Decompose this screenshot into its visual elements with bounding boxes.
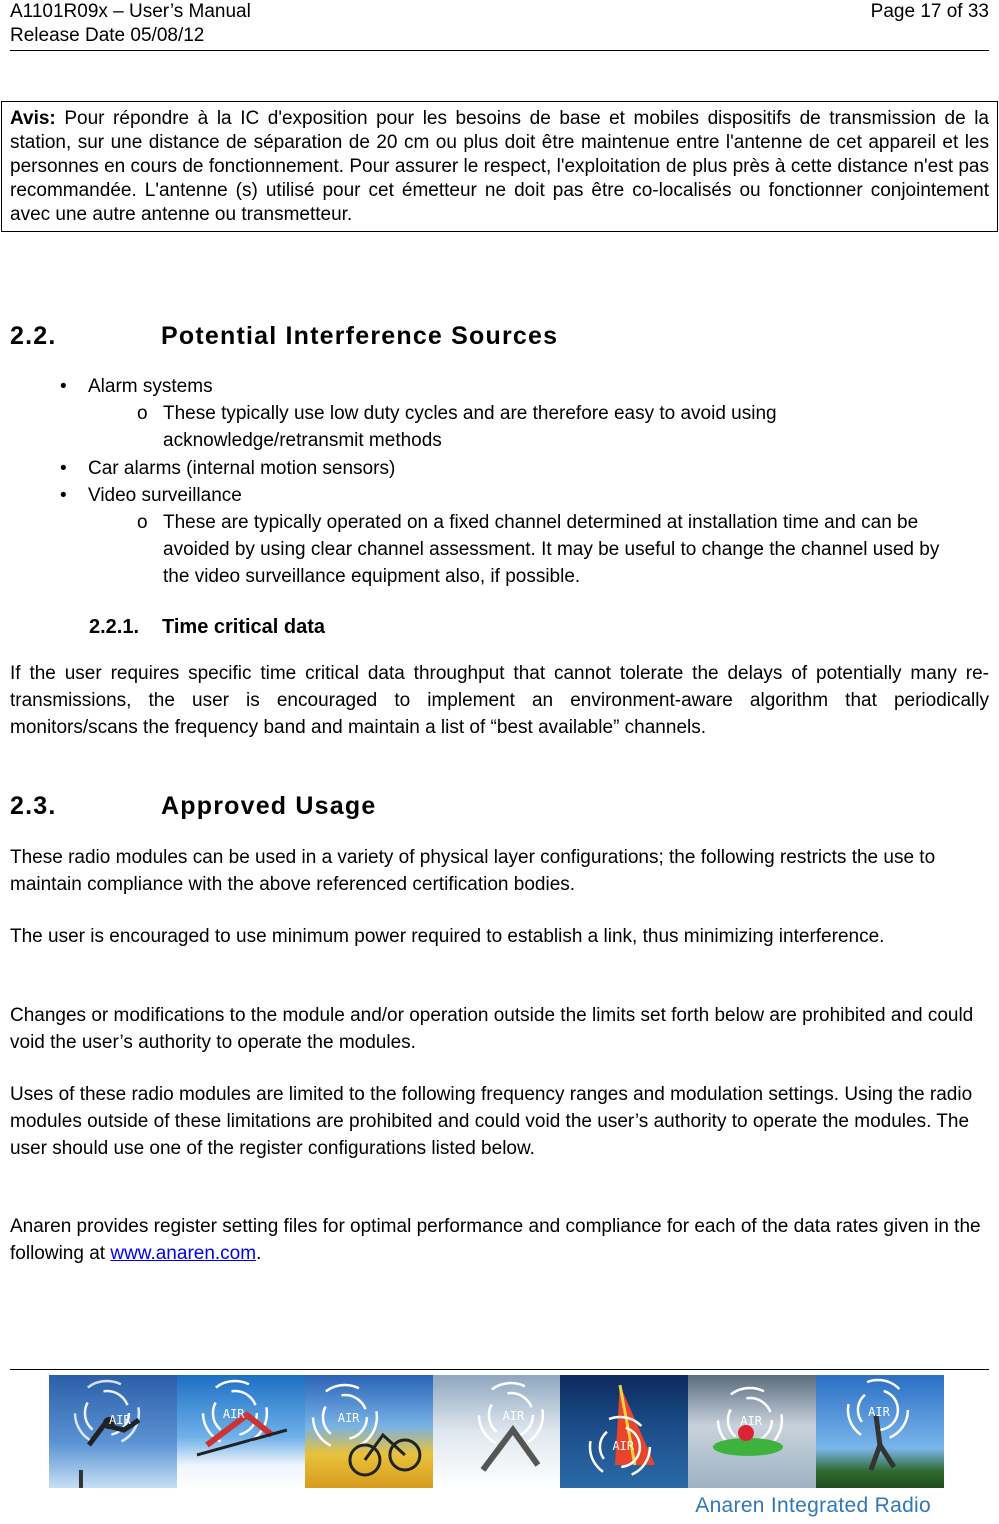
page-number: Page 17 of 33 — [870, 1, 989, 22]
section-title: Approved Usage — [161, 792, 377, 820]
approved-usage-paragraph — [10, 1213, 989, 1267]
approved-usage-paragraph: These radio modules can be used in a variety of physical layer configurations; the following restricts the use to maintain compliance with the above referenced certification bodies. — [10, 847, 936, 895]
paragraph-text: Anaren provides register setting files for optimal performance and compliance for each of the data rates given in the following at — [10, 1216, 981, 1264]
section-title: Potential Interference Sources — [161, 322, 559, 350]
header-divider — [10, 50, 989, 51]
list-item-text: Alarm systems — [88, 376, 213, 397]
section-title: Time critical data — [162, 616, 326, 638]
cyclist-photo — [305, 1375, 433, 1488]
list-item-text: Video surveillance — [88, 485, 242, 506]
skydiver-photo — [49, 1375, 177, 1488]
list-subitem — [137, 509, 977, 590]
sub-bullet-icon: o — [137, 403, 148, 424]
section-number: 2.3. — [10, 792, 57, 820]
bullet-icon: • — [60, 376, 67, 397]
list-subitem — [137, 400, 937, 454]
list-item-text: These are typically operated on a fixed channel determined at installation time and can be avoided by using clear channel assessment. It may be useful to change the channel used by the video surveillance equipment also, if possible. — [163, 512, 940, 587]
air-signal-icon — [49, 1375, 177, 1488]
air-signal-icon — [433, 1375, 561, 1488]
air-label: AIR — [868, 1405, 890, 1419]
air-label: AIR — [222, 1407, 245, 1421]
avis-text: Pour répondre à la IC d'exposition pour les besoins de base et mobiles dispositifs de transmission de la station, sur une distance de séparation de 20 cm ou plus doit être maintenue entre l'antenne de cet appareil et les personnes en cours de fonctionnement. Pour assurer le respect, l'exploitation de plus près à cette distance n'est pas recommandée. L'antenne (s) utilisé pour cet émetteur ne doit pas être co-localisés ou fonctionner conjointement avec une autre antenne ou transmetteur. — [10, 108, 989, 225]
air-label: AIR — [109, 1413, 131, 1427]
list-item-text: Car alarms (internal motion sensors) — [88, 458, 396, 479]
bullet-icon: • — [60, 458, 67, 479]
bullet-icon: • — [60, 485, 67, 506]
skater-photo — [816, 1375, 944, 1488]
section-number: 2.2.1. — [89, 616, 140, 638]
footer-divider — [10, 1369, 989, 1370]
air-signal-icon — [305, 1375, 433, 1488]
kayaker-photo — [688, 1375, 816, 1488]
section-2-3-heading — [10, 792, 376, 821]
anaren-website-link[interactable]: www.anaren.com — [110, 1243, 257, 1264]
air-signal-icon — [688, 1375, 816, 1488]
air-signal-icon — [816, 1375, 944, 1488]
release-date: Release Date 05/08/12 — [10, 25, 205, 46]
air-label: AIR — [740, 1414, 762, 1428]
skier-photo — [177, 1375, 305, 1488]
air-signal-icon — [177, 1375, 305, 1488]
approved-usage-paragraph: Changes or modifications to the module and/or operation outside the limits set forth below are prohibited and could void the user’s authority to operate the modules. — [10, 1005, 974, 1053]
manual-title: A1101R09x – User’s Manual — [10, 1, 251, 22]
windsurfer-photo — [560, 1375, 688, 1488]
document-header — [10, 0, 251, 48]
air-signal-icon — [560, 1375, 688, 1488]
paragraph-text: . — [256, 1243, 262, 1264]
list-item-text: These typically use low duty cycles and are therefore easy to avoid using acknowledge/retransmit methods — [163, 403, 777, 451]
section-2-2-1-heading — [89, 616, 325, 639]
sub-bullet-icon: o — [137, 512, 148, 533]
snowboarder-photo — [433, 1375, 561, 1488]
footer-image-strip — [49, 1375, 944, 1488]
air-label: AIR — [502, 1409, 525, 1423]
anaren-brand-logo: Anaren Integrated Radio — [695, 1494, 931, 1517]
air-label: AIR — [337, 1411, 360, 1425]
section-number: 2.2. — [10, 322, 57, 350]
section-2-2-heading — [10, 322, 558, 351]
time-critical-paragraph: If the user requires specific time critical data throughput that cannot tolerate the delays of potentially many re-transmissions, the user is encouraged to implement an environment-aware algorithm that periodically monitors/scans the frequency band and maintain a list of “best available” channels. — [10, 663, 989, 738]
avis-notice-box — [1, 101, 998, 232]
air-label: AIR — [612, 1439, 635, 1453]
approved-usage-paragraph: The user is encouraged to use minimum power required to establish a link, thus minimizing interference. — [10, 926, 885, 947]
approved-usage-paragraph: Uses of these radio modules are limited to the following frequency ranges and modulation settings. Using the radio modules outside of these limitations are prohibited and could void the user’s authority to operate the modules. The user should use one of the register configurations listed below. — [10, 1084, 973, 1159]
avis-label: Avis: — [10, 108, 56, 129]
